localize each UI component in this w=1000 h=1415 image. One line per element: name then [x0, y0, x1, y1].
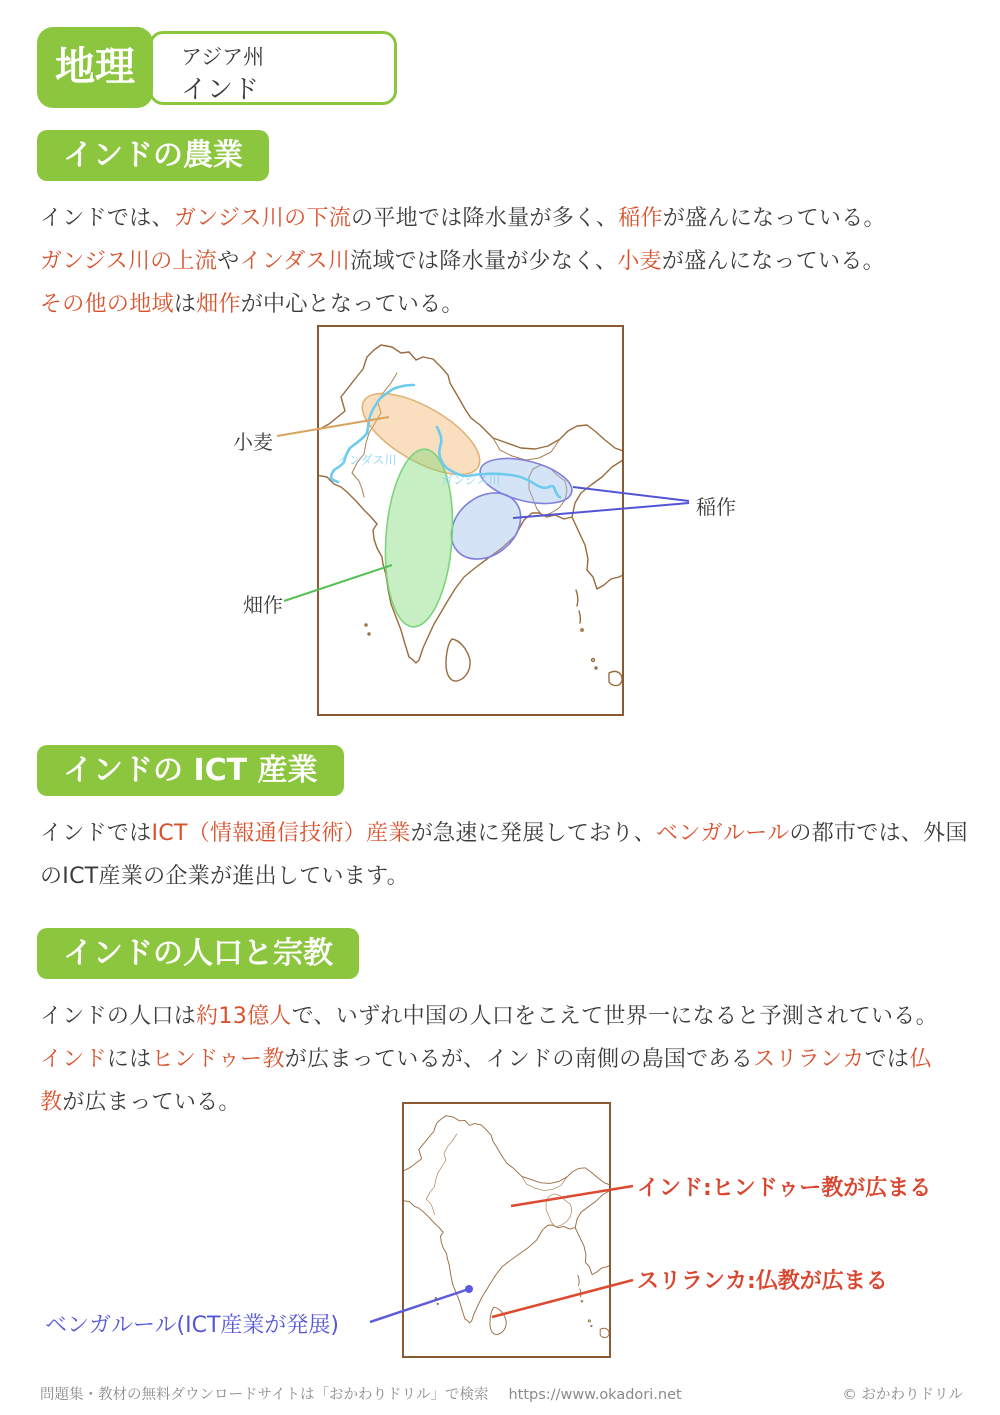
paragraph-agriculture: [40, 197, 970, 326]
text-segment: は: [173, 292, 197, 317]
bangalore-label: ベンガルール(ICT産業が発展): [45, 1313, 340, 1338]
text-segment: には: [106, 1047, 152, 1072]
text-segment-red: 畑作: [196, 292, 241, 317]
religion-map: [402, 1102, 611, 1358]
wheat-label: 小麦: [233, 430, 273, 454]
course-label: アジア州: [181, 45, 265, 69]
text-segment-red: ICT（情報通信技術）産業: [151, 821, 411, 846]
hindu-label: インド:ヒンドゥー教が広まる: [637, 1176, 932, 1201]
text-segment-red: ベンガルール: [656, 821, 790, 846]
text-line: [40, 197, 970, 240]
heading-agriculture: インドの農業: [37, 130, 269, 181]
topic-label: インド: [181, 75, 260, 105]
text-segment: インドの人口は: [40, 1004, 197, 1029]
text-segment: が中心となっている。: [240, 292, 464, 317]
text-segment: が広まっている。: [62, 1090, 241, 1115]
text-segment: の平地では降水量が多く、: [351, 206, 619, 231]
text-segment: 流域では降水量が少なく、: [350, 249, 618, 274]
footer-site-text: 問題集・教材の無料ダウンロードサイトは「おかわりドリル」で検索: [40, 1387, 489, 1403]
page-footer: [40, 1383, 963, 1404]
text-line: [40, 995, 970, 1038]
text-segment: が盛んになっている。: [661, 249, 885, 274]
text-segment: インドでは、: [40, 206, 174, 231]
text-segment: では: [864, 1047, 910, 1072]
subject-badge: 地理: [37, 27, 153, 108]
ganges-river-label: ガンジス川: [441, 473, 501, 487]
text-segment-red: ガンジス川の下流: [173, 206, 352, 231]
text-segment: の都市では、外国: [789, 821, 968, 846]
text-segment: や: [217, 249, 240, 274]
india-map2-svg: [404, 1104, 609, 1356]
text-segment-red: その他の地域: [40, 292, 174, 317]
footer-url: https://www.okadori.net: [508, 1387, 682, 1403]
subject-box: [149, 31, 397, 105]
text-segment: が広まっているが、インドの南側の島国である: [284, 1047, 754, 1072]
text-line: [40, 812, 970, 855]
text-segment: インドでは: [40, 821, 152, 846]
text-segment-red: ヒンドゥー教: [151, 1047, 285, 1072]
text-segment-red: インダス川: [239, 249, 351, 274]
text-segment: が盛んになっている。: [662, 206, 886, 231]
indus-river-label: インダス川: [337, 453, 397, 467]
text-segment-red: 稲作: [618, 206, 663, 231]
agriculture-map: [317, 325, 624, 716]
rice-label: 稲作: [696, 495, 736, 519]
buddhism-label: スリランカ:仏教が広まる: [637, 1269, 888, 1294]
text-segment: のICT産業の企業が進出しています。: [40, 864, 409, 889]
text-segment: が急速に発展しており、: [410, 821, 657, 846]
text-segment-red: 約13億人: [196, 1004, 292, 1029]
text-segment-red: 教: [40, 1090, 63, 1115]
text-line: [40, 240, 970, 283]
text-line: [40, 1038, 970, 1081]
paragraph-ict: [40, 812, 970, 898]
heading-population: インドの人口と宗教: [37, 928, 359, 979]
text-segment-red: 小麦: [617, 249, 662, 274]
text-line: [40, 283, 970, 326]
text-segment-red: 仏: [909, 1047, 932, 1072]
text-line: [40, 855, 970, 898]
footer-copyright: © おかわりドリル: [842, 1387, 963, 1403]
india-outline: [404, 1116, 609, 1338]
india-map-svg: [319, 327, 622, 714]
heading-ict: インドの ICT 産業: [37, 745, 344, 796]
text-segment-red: ガンジス川の上流: [40, 249, 218, 274]
text-segment-red: スリランカ: [753, 1047, 865, 1072]
text-segment: で、いずれ中国の人口をこえて世界一になると予測されている。: [291, 1004, 938, 1029]
text-segment-red: インド: [40, 1047, 107, 1072]
field-crop-label: 畑作: [243, 593, 283, 617]
